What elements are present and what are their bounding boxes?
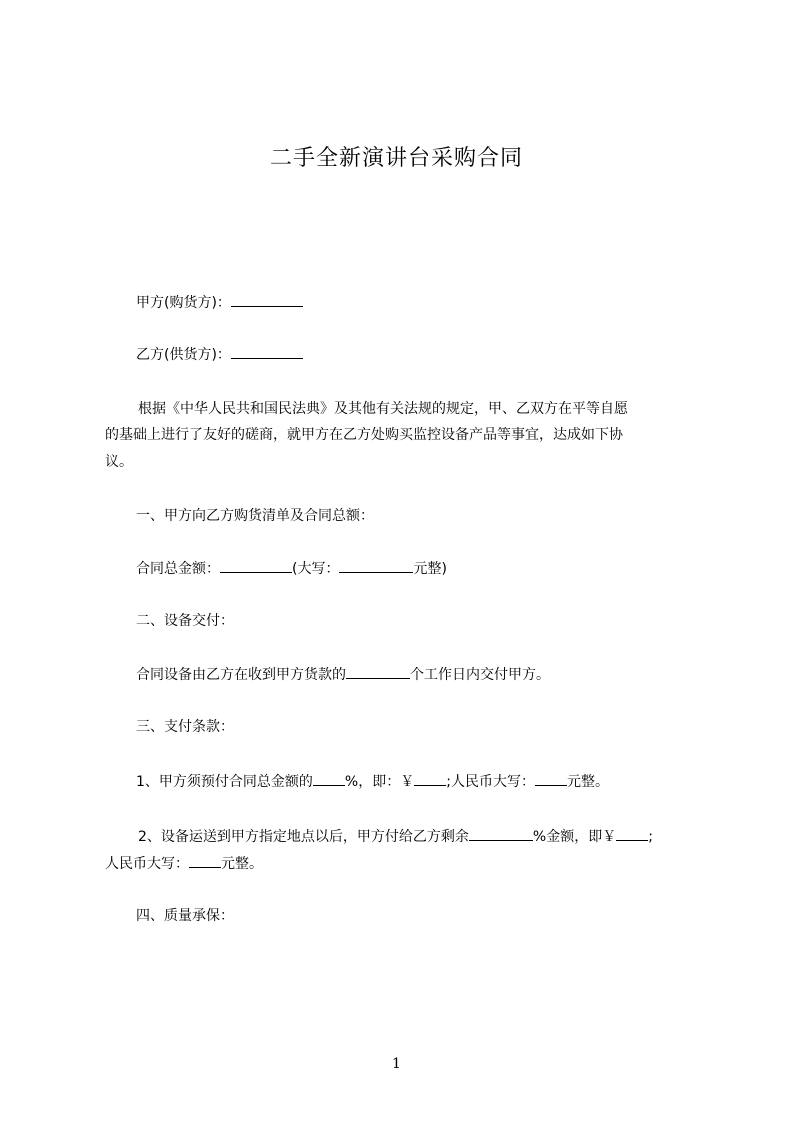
party-a-blank [231, 292, 303, 307]
party-b-line [136, 344, 303, 365]
payment-1-text-c: ;人民币大写： [446, 774, 535, 790]
amount-upper-open: (大写： [292, 561, 340, 577]
document-title: 二手全新演讲台采购合同 [269, 146, 523, 171]
delivery-text-after: 个工作日内交付甲方。 [410, 667, 550, 683]
party-b-blank [231, 344, 303, 359]
party-a-line [136, 292, 303, 313]
payment-2-text-e: 元整。 [221, 856, 263, 872]
delivery-days-blank [346, 664, 410, 679]
payment-1-amount-blank [414, 771, 446, 786]
delivery-line [136, 664, 550, 685]
party-a-label: 甲方(购货方)： [136, 295, 231, 311]
section-3-heading: 三、支付条款： [136, 719, 234, 735]
section-1-heading: 一、甲方向乙方购货清单及合同总额： [136, 508, 374, 524]
preamble-line-3: 议。 [105, 454, 133, 470]
payment-item-1 [136, 771, 609, 792]
section-2-heading: 二、设备交付： [136, 613, 234, 629]
payment-item-2-line-1 [138, 826, 653, 847]
amount-upper-blank [339, 558, 413, 573]
payment-2-text-b: %金额，即￥ [532, 829, 617, 845]
section-4-heading: 四、质量承保： [136, 908, 234, 924]
party-b-label: 乙方(供货方)： [136, 347, 231, 363]
amount-label: 合同总金额： [136, 561, 220, 577]
payment-1-text-d: 元整。 [566, 774, 609, 790]
payment-2-text-c: ; [648, 829, 653, 845]
delivery-text-before: 合同设备由乙方在收到甲方货款的 [136, 667, 346, 683]
payment-2-upper-blank [189, 853, 221, 868]
payment-2-amount-blank [616, 826, 648, 841]
payment-2-percent-blank [469, 826, 533, 841]
payment-item-2-line-2 [105, 853, 263, 874]
payment-2-text-a: 2、设备运送到甲方指定地点以后，甲方付给乙方剩余 [138, 829, 469, 845]
payment-2-text-d: 人民币大写： [105, 856, 189, 872]
preamble-line-2: 的基础上进行了友好的磋商，就甲方在乙方处购买监控设备产品等事宜，达成如下协 [105, 427, 623, 443]
contract-amount-line [136, 558, 447, 579]
payment-1-text-b: %，即：￥ [344, 774, 415, 790]
amount-upper-close: 元整) [413, 561, 447, 577]
payment-1-upper-blank [535, 771, 567, 786]
amount-blank [220, 558, 292, 573]
page-number: 1 [392, 1056, 401, 1072]
payment-1-percent-blank [313, 771, 345, 786]
preamble-line-1: 根据《中华人民共和国民法典》及其他有关法规的规定，甲、乙双方在平等自愿 [138, 401, 628, 417]
payment-1-text-a: 1、甲方须预付合同总金额的 [136, 774, 313, 790]
